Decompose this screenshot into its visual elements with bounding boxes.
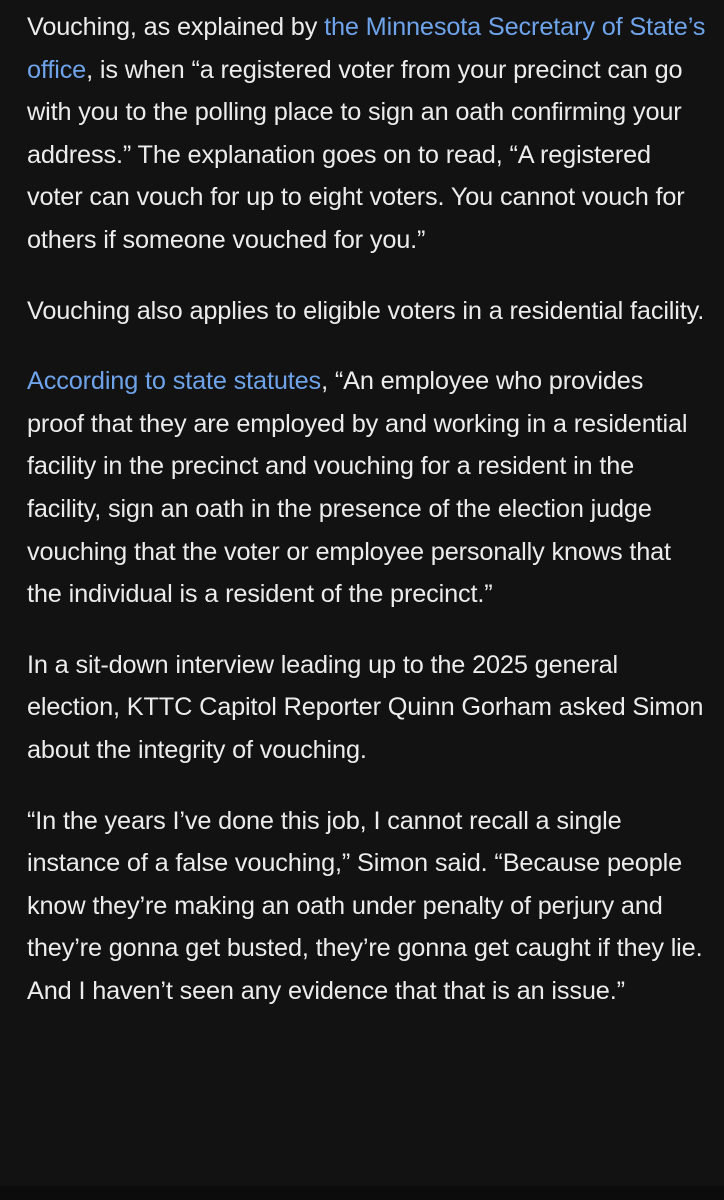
paragraph-residential-facility — [27, 290, 707, 333]
paragraph-text: , “An employee who provides proof that they are employed by and working in a residential facility in the precinct and vouching for a resident in the facility, sign an oath in the presence of the election judge vouching that the voter or employee personally knows that the individual is a resident of the precinct.” — [27, 367, 688, 609]
paragraph-text: , is when “a registered voter from your precinct can go with you to the polling place to sign an oath confirming your address.” The explanation goes on to read, “A registered voter can vouch for up to eight voters. You cannot vouch for others if someone vouched for you.” — [27, 55, 685, 254]
secretary-of-state-link[interactable]: the Minnesota Secretary of State’s office — [27, 13, 706, 84]
article-body — [27, 6, 707, 1040]
paragraph-interview — [27, 644, 707, 772]
paragraph-text: Vouching, as explained by — [27, 13, 325, 41]
paragraph-vouching-definition — [27, 6, 707, 262]
paragraph-state-statutes — [27, 360, 707, 616]
paragraph-text: Vouching also applies to eligible voters in a residential facility. — [27, 296, 705, 325]
state-statutes-link[interactable]: According to state statutes — [27, 367, 322, 396]
paragraph-text: “In the years I’ve done this job, I cannot recall a single instance of a false vouching,” Simon said. “Because people know they’re making an oath under penalty of perjury and they’re gonna get busted, they’re gonna get caught if they lie. And I haven’t seen any evidence that that is an issue.” — [27, 806, 703, 1005]
bottom-edge — [0, 1186, 724, 1200]
paragraph-simon-quote — [27, 800, 707, 1013]
paragraph-text: In a sit-down interview leading up to the 2025 general election, KTTC Capitol Reporter Quinn Gorham asked Simon about the integrity of vouching. — [27, 650, 704, 764]
